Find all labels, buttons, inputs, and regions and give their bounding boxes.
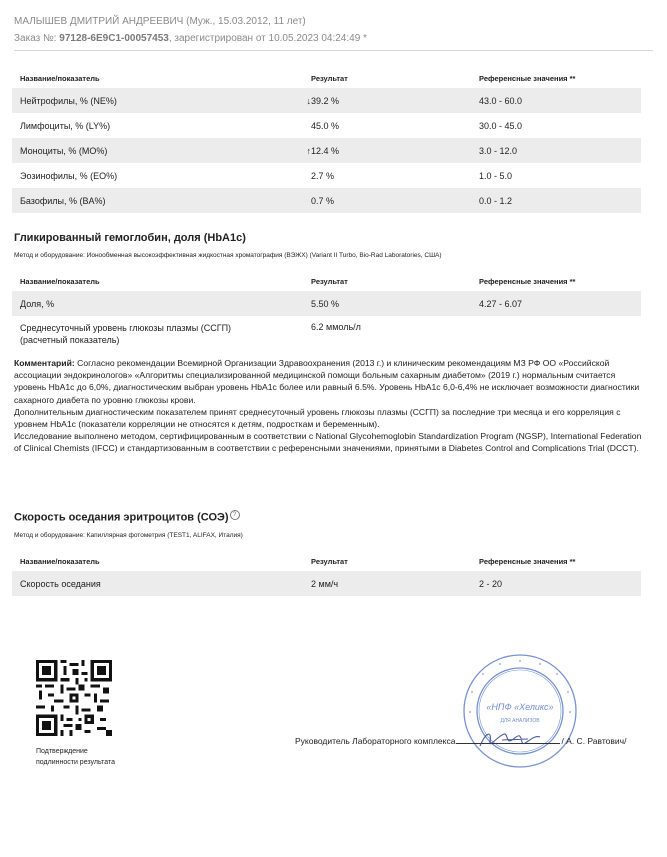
info-icon[interactable]: ? — [230, 510, 240, 520]
handwritten-signature — [462, 728, 572, 750]
qr-caption: Подтверждение подлинности результата — [36, 748, 115, 766]
hba1c-table — [12, 271, 641, 352]
stamp-top-text: «НПФ «Хеликс» — [486, 702, 554, 712]
table-row: Нейтрофилы, % (NE%) ↓39.2 % 43.0 - 60.0 — [12, 88, 641, 113]
esr-method: Метод и оборудование: Капиллярная фотометрия (TEST1, ALIFAX, Италия) — [14, 532, 243, 539]
organization-stamp — [461, 652, 579, 770]
table-header-row — [12, 68, 641, 88]
header-divider — [14, 50, 653, 51]
esr-title: Скорость оседания эритроцитов (СОЭ) ? — [14, 510, 240, 524]
column-result: Результат — [311, 73, 348, 83]
order-number: 97128-6E9C1-00057453 — [59, 33, 169, 44]
comment-block: Комментарий: Согласно рекомендации Всемирной Организации Здравоохранения (2013 г.) и клиническим рекомендациям МЗ РФ ОО «Российской ассоциации эндокринологов» «Алгоритмы специализированной медицинской помощи больным сахарным диабетом» (2019 г.) нормальным считается уровень HbA1c до 6,0%, диагностическим выбран уровень HbA1c более или равный 6.5%. Уровень HbA1c 6,0-6,4% не исключает возможности диагностики сахарного диабета по уровню глюкозы крови. Дополнительным диагностическим показателем принят среднесуточный уровень глюкозы плазмы (ССГП) за последние три месяца и его корреляция с уровнем HbA1c (показатели корреляции не относятся к детям, подросткам и беременным). Исследование выполнено методом, сертифицированным в соответствии с National Glycohemoglobin Standardization Program (NGSP), International Federation of Clinical Chemists (IFCC) и стандартизованным в соответствии с референсными значениями, принятыми в Diabetes Control and Complications Trial (DCCT). — [14, 358, 642, 454]
table-row: Скорость оседания 2 мм/ч 2 - 20 — [12, 571, 641, 596]
report-header — [14, 13, 367, 47]
table-header-row: Название/показатель Результат Референсные значения ** — [20, 556, 576, 566]
column-ref: Референсные значения ** — [479, 73, 576, 83]
esr-table — [12, 551, 641, 596]
order-line: Заказ №: 97128-6E9C1-00057453, зарегистрирован от 10.05.2023 04:24:49 * — [14, 33, 367, 44]
signer-name: / А. С. Равтович/ — [561, 736, 627, 746]
table-header-row: Название/показатель Результат Референсные значения ** — [20, 276, 576, 286]
arrow-up-icon: ↑ — [306, 145, 311, 156]
qr-code[interactable] — [36, 660, 112, 736]
stamp-mid-text: ДЛЯ АНАЛИЗОВ — [500, 718, 540, 724]
signer-label: Руководитель Лабораторного комплекса — [295, 736, 456, 746]
arrow-down-icon: ↓ — [306, 95, 311, 106]
hba1c-title: Гликированный гемоглобин, доля (HbA1c) — [14, 232, 246, 244]
column-name: Название/показатель — [20, 73, 100, 83]
hba1c-method: Метод и оборудование: Ионообменная высокоэффективная жидкостная хроматография (ВЭЖХ) (Variant II Turbo, Bio-Rad Laboratories, США) — [14, 252, 442, 259]
signature-line — [295, 736, 626, 746]
table-row: Доля, % 5.50 % 4.27 - 6.07 — [12, 291, 641, 316]
table-row: Базофилы, % (BA%) 0.7 % 0.0 - 1.2 — [12, 188, 641, 213]
patient-line: МАЛЫШЕВ ДМИТРИЙ АНДРЕЕВИЧ (Муж., 15.03.2012, 11 лет) — [14, 16, 306, 27]
leukocyte-table — [12, 68, 641, 213]
table-row: Эозинофилы, % (EO%) 2.7 % 1.0 - 5.0 — [20, 170, 513, 181]
table-row: Лимфоциты, % (LY%) 45.0 % 30.0 - 45.0 — [20, 120, 523, 131]
table-row: Моноциты, % (MO%) ↑12.4 % 3.0 - 12.0 — [12, 138, 641, 163]
table-row: Среднесуточный уровень глюкозы плазмы (ССГП) (расчетный показатель) 6.2 ммоль/л — [20, 322, 361, 345]
comment-label: Комментарий: — [14, 358, 75, 368]
